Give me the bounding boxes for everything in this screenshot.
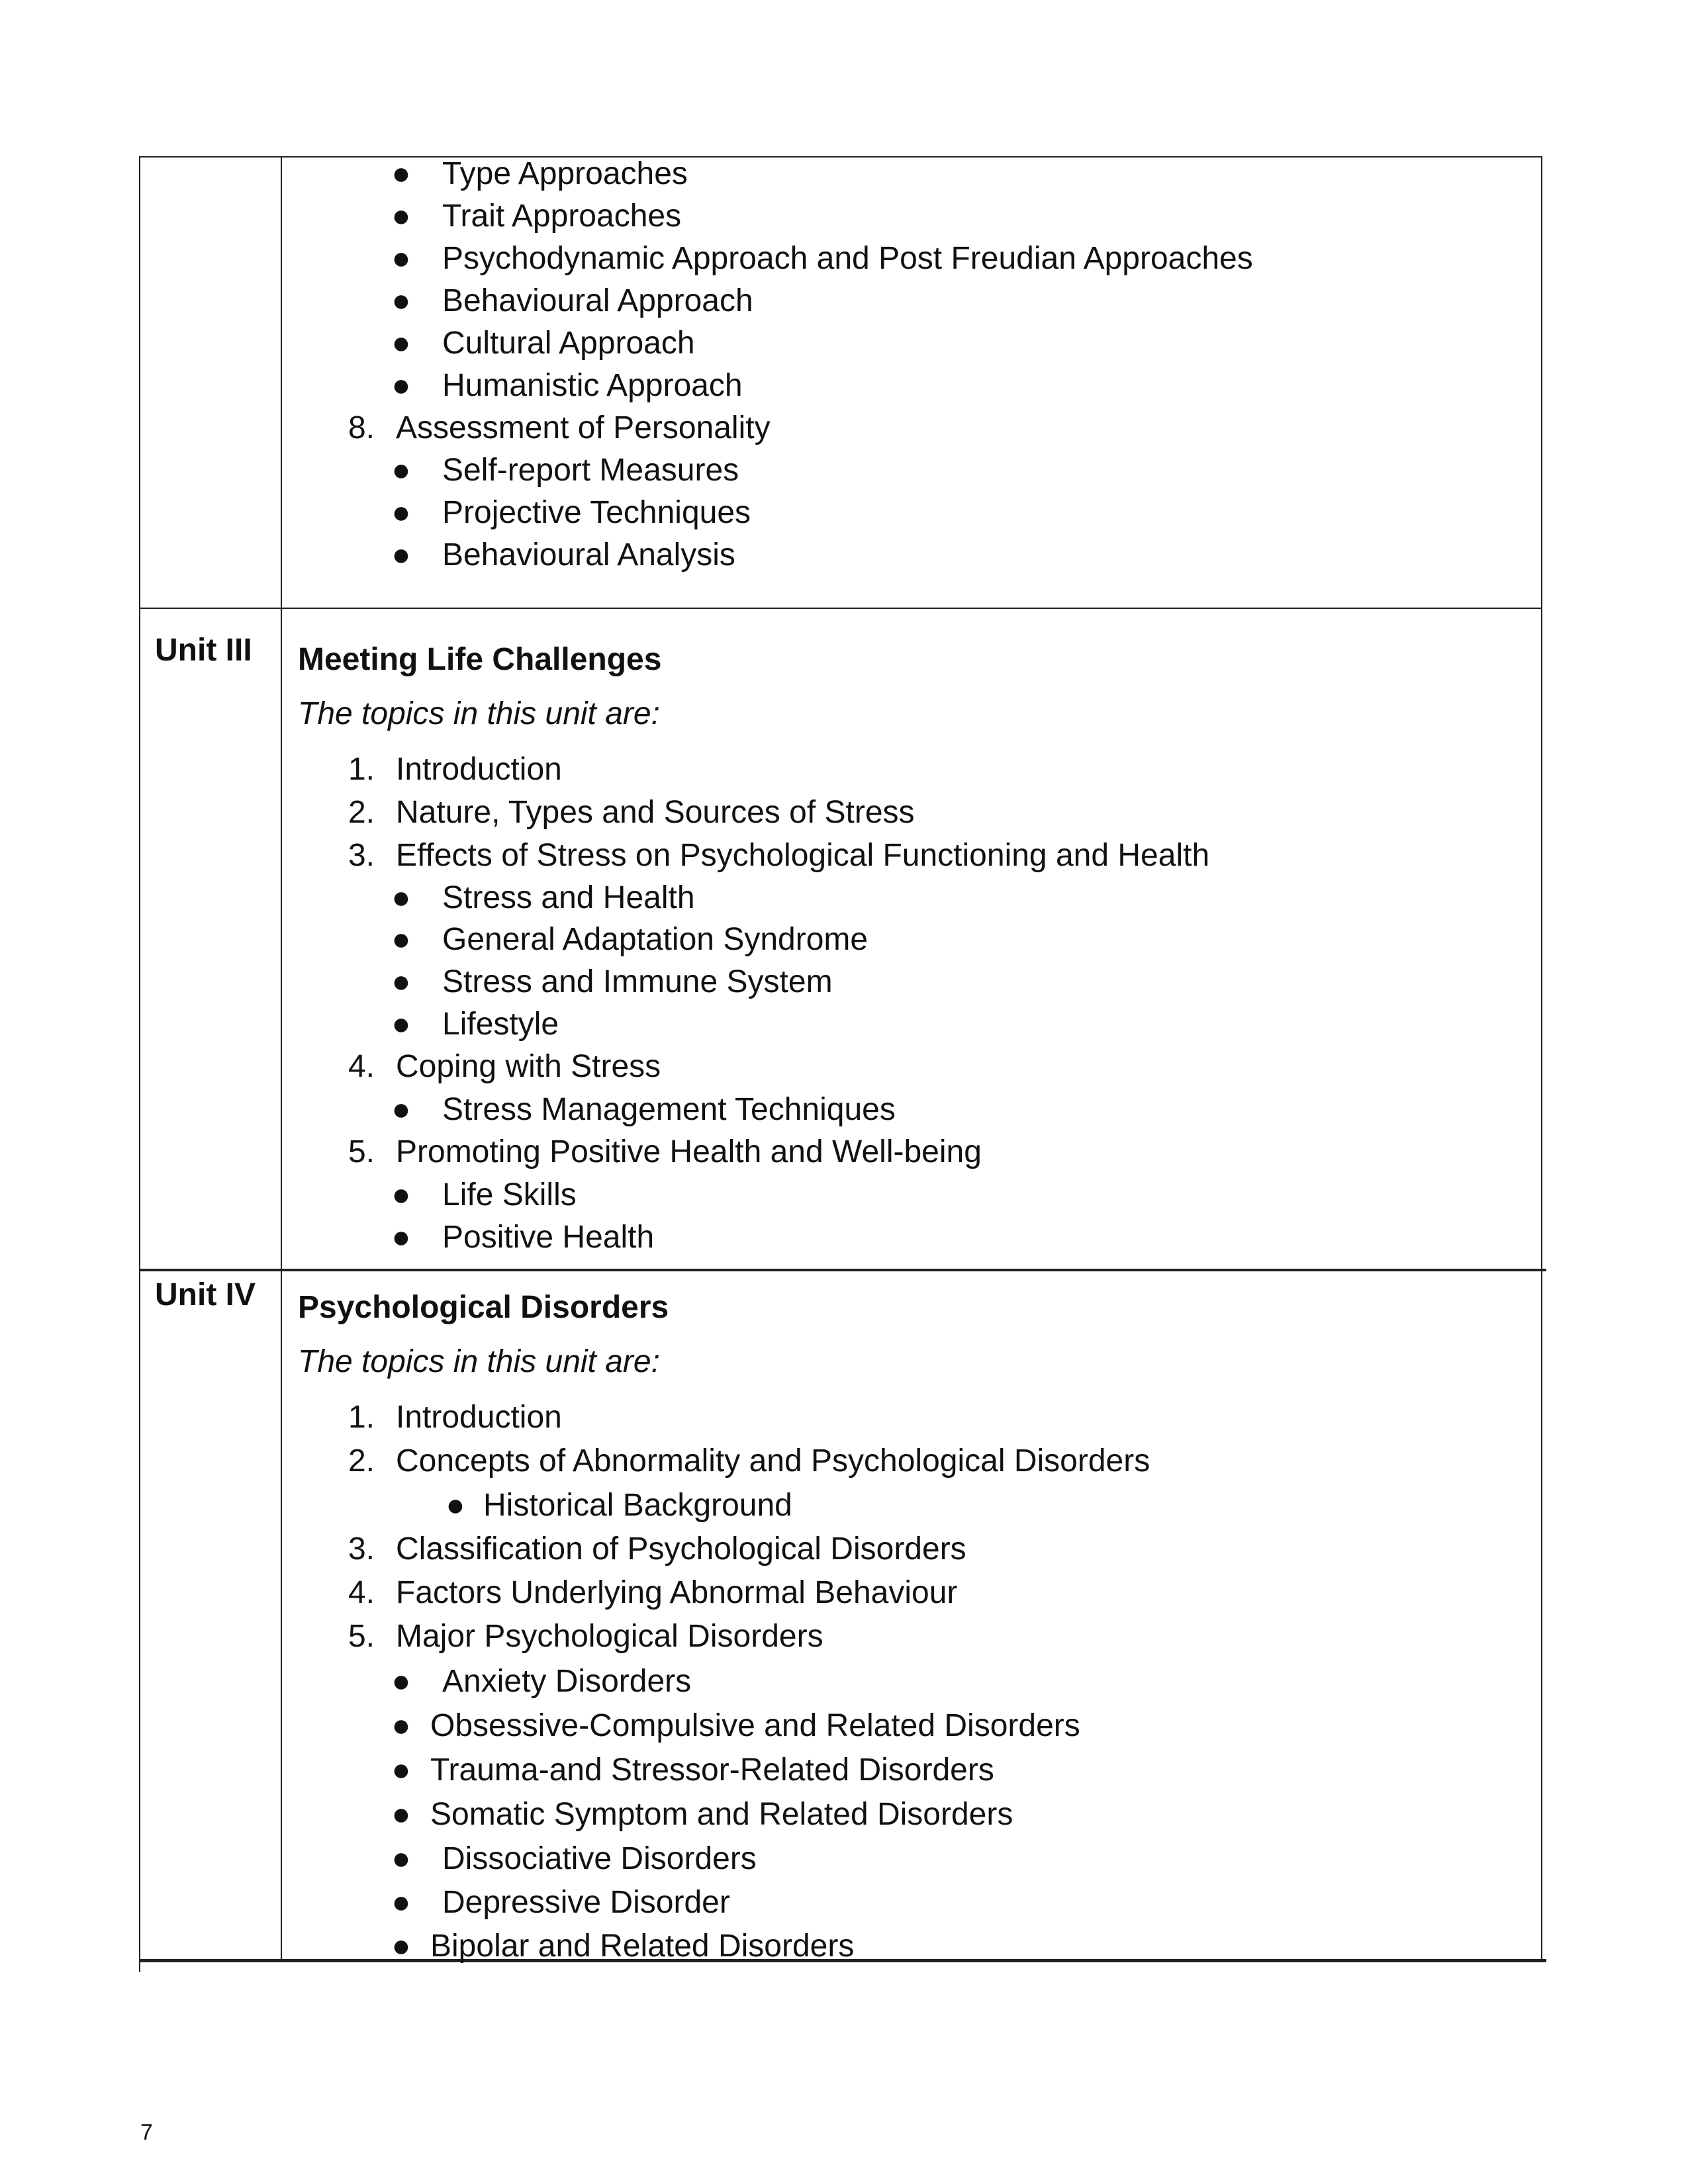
list-item-text: Assessment of Personality — [396, 410, 771, 445]
list-item — [0, 1132, 1536, 1172]
list-item-text: Psychodynamic Approach and Post Freudian Approaches — [442, 241, 1253, 276]
list-item — [0, 1573, 1536, 1613]
list-number: 1. — [348, 1400, 375, 1435]
list-item-text: Classification of Psychological Disorders — [396, 1531, 966, 1567]
bullet-marker: ● — [391, 1885, 411, 1920]
list-item-text: Stress Management Techniques — [442, 1092, 896, 1127]
list-item-text: Promoting Positive Health and Well-being — [396, 1134, 982, 1169]
bullet-marker: ● — [391, 880, 411, 915]
list-item-text: Historical Background — [483, 1488, 792, 1523]
bullet-marker: ● — [391, 199, 411, 234]
list-item — [0, 1751, 1536, 1790]
bullet-marker: ● — [391, 495, 411, 530]
list-item — [0, 878, 1536, 918]
table-right-border — [1541, 156, 1542, 1960]
list-number: 2. — [348, 795, 375, 830]
list-item-text: Coping with Stress — [396, 1049, 661, 1084]
list-item-text: Stress and Immune System — [442, 964, 833, 999]
list-item-text: Depressive Disorder — [442, 1885, 730, 1920]
list-item-text: Introduction — [396, 752, 562, 787]
list-item — [0, 1005, 1536, 1044]
row-divider-unit3 — [139, 608, 1542, 609]
list-item — [0, 1617, 1536, 1657]
unit-label: Unit IV — [155, 1277, 256, 1312]
list-item-text: Type Approaches — [442, 156, 688, 191]
list-item-text: Introduction — [396, 1400, 562, 1435]
list-item-text: Self-report Measures — [442, 453, 739, 488]
list-item — [0, 451, 1536, 490]
bullet-marker: ● — [391, 922, 411, 957]
list-item — [0, 1662, 1536, 1702]
bullet-marker: ● — [391, 326, 411, 361]
bullet-marker: ● — [391, 241, 411, 276]
list-number: 3. — [348, 838, 375, 873]
bullet-marker: ● — [391, 1092, 411, 1127]
page-number: 7 — [140, 2120, 153, 2145]
list-number: 8. — [348, 410, 375, 445]
list-number: 1. — [348, 752, 375, 787]
list-item-text: Somatic Symptom and Related Disorders — [430, 1797, 1013, 1832]
list-item — [0, 836, 1536, 876]
list-item — [0, 366, 1536, 406]
list-item-text: Effects of Stress on Psychological Functioning and Health — [396, 838, 1210, 873]
list-item — [0, 493, 1536, 533]
list-number: 5. — [348, 1619, 375, 1654]
list-item — [0, 962, 1536, 1002]
row-divider-unit4 — [139, 1269, 1546, 1271]
unit-title: Meeting Life Challenges — [298, 642, 662, 677]
list-item — [0, 408, 1536, 448]
list-number: 3. — [348, 1531, 375, 1567]
list-item — [0, 1529, 1536, 1569]
list-item-text: Positive Health — [442, 1220, 655, 1255]
unit-intro: The topics in this unit are: — [298, 696, 660, 731]
bullet-marker: ● — [391, 283, 411, 318]
list-number: 5. — [348, 1134, 375, 1169]
list-item-text: Trait Approaches — [442, 199, 682, 234]
list-item-text: Lifestyle — [442, 1007, 559, 1042]
list-item-text: Trauma-and Stressor-Related Disorders — [430, 1752, 994, 1788]
list-item — [0, 324, 1536, 363]
list-item — [0, 920, 1536, 960]
list-item — [0, 750, 1536, 790]
list-item-text: Dissociative Disorders — [442, 1841, 757, 1876]
bullet-marker: ● — [391, 453, 411, 488]
bullet-marker: ● — [391, 1177, 411, 1212]
list-item-text: Anxiety Disorders — [442, 1664, 692, 1699]
unit-label: Unit III — [155, 633, 252, 668]
bullet-marker: ● — [445, 1488, 465, 1523]
bullet-marker: ● — [391, 1708, 411, 1743]
list-item-text: Behavioural Approach — [442, 283, 753, 318]
list-item-text: General Adaptation Syndrome — [442, 922, 868, 957]
list-item — [0, 1441, 1536, 1481]
bullet-marker: ● — [391, 1841, 411, 1876]
list-number: 2. — [348, 1443, 375, 1479]
bullet-marker: ● — [391, 1929, 411, 1964]
list-item-text: Concepts of Abnormality and Psychological Disorders — [396, 1443, 1150, 1479]
list-item-text: Cultural Approach — [442, 326, 695, 361]
unit-intro: The topics in this unit are: — [298, 1344, 660, 1379]
list-item — [0, 154, 1536, 194]
bullet-marker: ● — [391, 1007, 411, 1042]
list-item-text: Nature, Types and Sources of Stress — [396, 795, 915, 830]
bullet-marker: ● — [391, 1752, 411, 1788]
list-item-text: Major Psychological Disorders — [396, 1619, 823, 1654]
list-item — [0, 793, 1536, 833]
bullet-marker: ● — [391, 368, 411, 403]
list-item — [0, 1175, 1536, 1215]
list-item — [0, 1398, 1536, 1437]
list-item — [0, 197, 1536, 236]
list-item — [0, 535, 1536, 575]
bullet-marker: ● — [391, 964, 411, 999]
list-item — [0, 1486, 1536, 1525]
bullet-marker: ● — [391, 537, 411, 572]
unit-title: Psychological Disorders — [298, 1290, 669, 1325]
list-item-text: Projective Techniques — [442, 495, 751, 530]
bullet-marker: ● — [391, 1797, 411, 1832]
bullet-marker: ● — [391, 1664, 411, 1699]
list-item — [0, 1218, 1536, 1257]
list-item — [0, 1927, 1536, 1966]
list-item — [0, 1795, 1536, 1835]
list-item — [0, 1090, 1536, 1130]
list-number: 4. — [348, 1575, 375, 1610]
list-item-text: Life Skills — [442, 1177, 577, 1212]
list-item — [0, 1706, 1536, 1746]
list-item-text: Humanistic Approach — [442, 368, 743, 403]
list-item — [0, 1839, 1536, 1879]
list-item-text: Obsessive-Compulsive and Related Disorders — [430, 1708, 1080, 1743]
list-item — [0, 1047, 1536, 1087]
list-item — [0, 281, 1536, 321]
bullet-marker: ● — [391, 156, 411, 191]
list-item-text: Factors Underlying Abnormal Behaviour — [396, 1575, 958, 1610]
list-item-text: Bipolar and Related Disorders — [430, 1929, 855, 1964]
bullet-marker: ● — [391, 1220, 411, 1255]
list-item — [0, 1883, 1536, 1923]
list-number: 4. — [348, 1049, 375, 1084]
list-item-text: Behavioural Analysis — [442, 537, 735, 572]
list-item — [0, 239, 1536, 279]
list-item-text: Stress and Health — [442, 880, 695, 915]
